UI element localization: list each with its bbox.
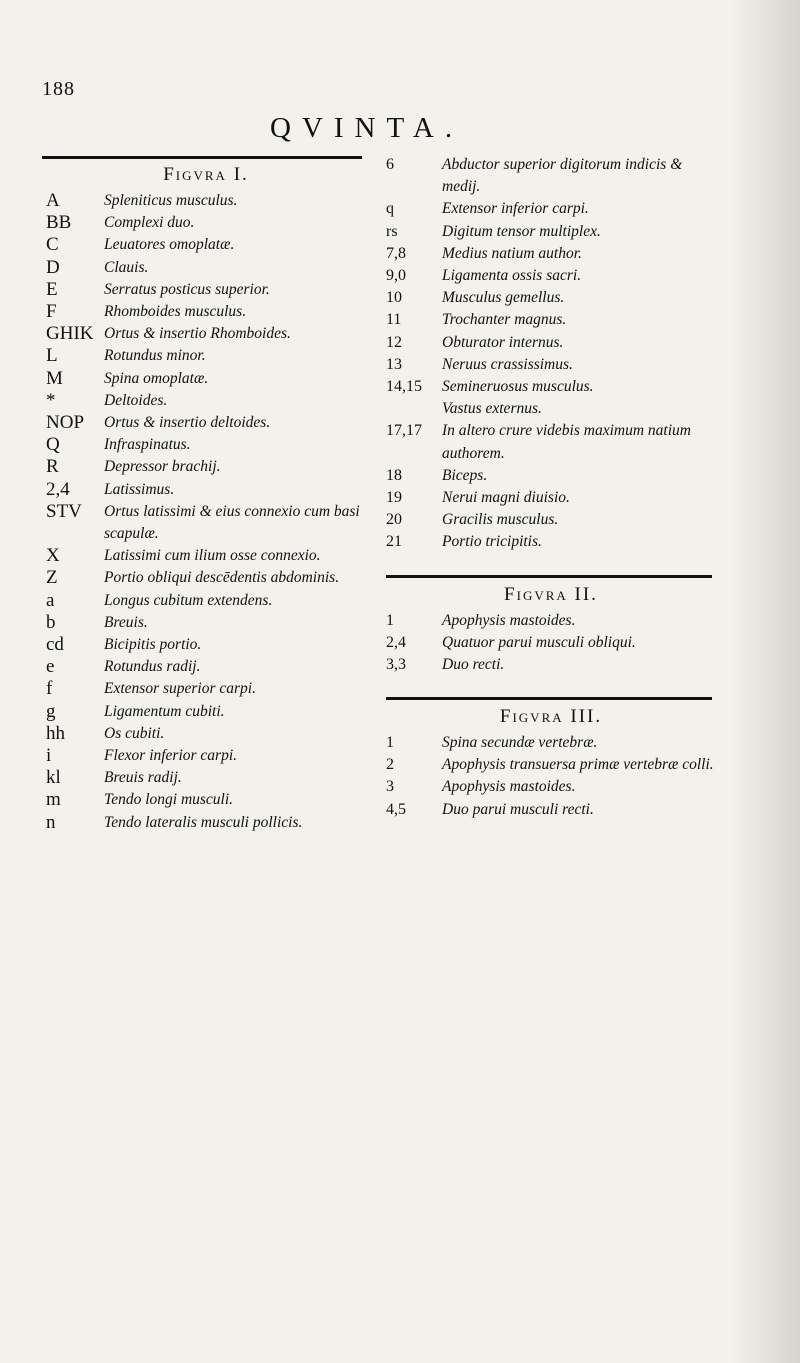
entry-key: 12	[386, 333, 402, 351]
entry-key: D	[46, 256, 60, 278]
entry-key: 2,4	[46, 478, 70, 500]
entry-key: 11	[386, 311, 402, 329]
list-item	[46, 279, 366, 301]
list-item	[386, 398, 716, 420]
list-item	[46, 812, 366, 834]
entry-key: A	[46, 190, 60, 211]
entry-key: m	[46, 789, 61, 811]
rule-right-2	[386, 697, 712, 700]
entry-key: 2	[386, 756, 394, 774]
entry-text: Rotundus minor.	[104, 347, 206, 365]
entry-key: b	[46, 611, 56, 633]
page-number: 188	[42, 78, 75, 100]
entry-text: Ortus & insertio Rhomboides.	[104, 325, 291, 343]
list-item	[46, 190, 366, 212]
entry-text: Rhomboides musculus.	[104, 303, 247, 321]
entry-key: L	[46, 345, 58, 367]
entry-key: i	[46, 745, 52, 767]
entry-text: Apophysis transuersa primæ vertebræ colli.	[442, 756, 714, 774]
figura-2-heading: Figvra II.	[504, 584, 598, 605]
entry-text: Leuatores omoplatæ.	[104, 236, 235, 254]
entry-text: Clauis.	[104, 258, 149, 276]
figura-1-continued-column	[386, 154, 716, 554]
list-item	[386, 376, 716, 398]
list-item	[386, 799, 716, 821]
entry-key: 20	[386, 511, 402, 529]
entry-text: Longus cubitum extendens.	[104, 591, 273, 609]
entry-text: Deltoides.	[104, 391, 168, 409]
entry-key: n	[46, 811, 56, 833]
entry-key: 3	[386, 778, 394, 796]
list-item	[46, 612, 366, 634]
entry-text: Flexor inferior carpi.	[104, 747, 238, 765]
entry-text: Tendo longi musculi.	[104, 791, 234, 809]
list-item	[386, 265, 716, 287]
figura-1-list	[46, 190, 366, 834]
entry-text: Apophysis mastoides.	[442, 612, 576, 629]
list-item	[46, 345, 366, 367]
list-item	[386, 509, 716, 531]
entry-text: Portio obliqui descēdentis abdominis.	[104, 569, 340, 587]
list-item	[46, 479, 366, 501]
entry-key: *	[46, 389, 56, 411]
list-item	[386, 154, 716, 198]
list-item	[386, 531, 716, 553]
list-item	[46, 767, 366, 789]
list-item	[46, 434, 366, 456]
list-item	[46, 567, 366, 589]
list-item	[46, 701, 366, 723]
entry-text: Ortus & insertio deltoides.	[104, 414, 271, 432]
figura-1-heading: Figvra I.	[163, 164, 249, 185]
list-item	[386, 287, 716, 309]
entry-text: Nerui magni diuisio.	[442, 489, 570, 507]
list-item	[46, 301, 366, 323]
entry-text: Bicipitis portio.	[104, 636, 202, 654]
entry-key: STV	[46, 500, 82, 522]
figura-1-column	[46, 164, 366, 834]
list-item	[46, 634, 366, 656]
list-item	[46, 234, 366, 256]
list-item	[46, 257, 366, 279]
list-item	[386, 732, 716, 754]
entry-key: 17,17	[386, 422, 422, 440]
list-item	[46, 723, 366, 745]
list-item	[386, 243, 716, 265]
entry-text: Latissimus.	[104, 480, 175, 498]
entry-text: Serratus posticus superior.	[104, 280, 270, 298]
entry-text: Latissimi cum ilium osse connexio.	[104, 547, 321, 565]
entry-text: Biceps.	[442, 466, 488, 484]
list-item	[386, 654, 716, 676]
list-item	[46, 656, 366, 678]
list-item	[386, 487, 716, 509]
entry-text: Ortus latissimi & eius connexio cum basi scapulæ.	[104, 502, 360, 543]
entry-key: 4,5	[386, 800, 406, 818]
list-item	[386, 309, 716, 331]
list-item	[386, 754, 716, 776]
list-item	[46, 590, 366, 612]
entry-text: Rotundus radij.	[104, 658, 201, 676]
list-item	[386, 420, 716, 464]
entry-key: 2,4	[386, 634, 406, 652]
entry-text: Infraspinatus.	[104, 436, 191, 454]
entry-text: Ligamentum cubiti.	[104, 702, 225, 720]
entry-text: Spina omoplatæ.	[104, 369, 209, 387]
entry-key: cd	[46, 634, 64, 656]
entry-text: Tendo lateralis musculi pollicis.	[104, 813, 303, 831]
entry-text: Breuis radij.	[104, 769, 182, 787]
figura-3-heading: Figvra III.	[499, 706, 603, 727]
entry-key: C	[46, 234, 59, 256]
entry-text: Musculus gemellus.	[442, 289, 565, 307]
entry-key: Q	[46, 434, 60, 456]
entry-key: F	[46, 301, 57, 323]
figura-3-section	[386, 706, 716, 821]
entry-key: rs	[386, 222, 398, 240]
entry-text: Abductor superior digitorum indicis & medij.	[442, 156, 683, 196]
entry-text: Breuis.	[104, 613, 148, 631]
entry-key: 13	[386, 355, 402, 373]
list-item	[386, 198, 716, 220]
entry-key: 1	[386, 612, 394, 629]
list-item	[386, 354, 716, 376]
entry-text: Spleniticus musculus.	[104, 192, 238, 209]
list-item	[46, 501, 366, 545]
figura-2-section	[386, 584, 716, 677]
entry-key: 1	[386, 734, 394, 751]
entry-text: Os cubiti.	[104, 724, 165, 742]
entry-key: 3,3	[386, 656, 406, 674]
entry-text: Obturator internus.	[442, 333, 564, 351]
entry-key: 19	[386, 489, 402, 507]
entry-key: GHIK	[46, 323, 94, 345]
entry-key: NOP	[46, 412, 85, 434]
entry-key: 7,8	[386, 244, 406, 262]
list-item	[386, 610, 716, 632]
entry-key: f	[46, 678, 53, 700]
list-item	[46, 456, 366, 478]
list-item	[46, 323, 366, 345]
entry-text: Trochanter magnus.	[442, 311, 567, 329]
list-item	[46, 368, 366, 390]
list-item	[386, 332, 716, 354]
entry-key: Z	[46, 567, 58, 589]
entry-key: E	[46, 278, 58, 300]
rule-right-1	[386, 575, 712, 578]
entry-key: 14,15	[386, 378, 422, 396]
entry-key: g	[46, 700, 56, 722]
running-head: QVINTA.	[270, 112, 464, 144]
entry-text: Spina secundæ vertebræ.	[442, 734, 598, 751]
entry-key: R	[46, 456, 59, 478]
entry-key: X	[46, 545, 60, 567]
list-item	[46, 678, 366, 700]
entry-key: q	[386, 200, 394, 218]
entry-text: Ligamenta ossis sacri.	[442, 267, 582, 285]
entry-text: Vastus externus.	[442, 400, 542, 418]
entry-text: Neruus crassissimus.	[442, 355, 573, 373]
entry-key: 10	[386, 289, 402, 307]
entry-text: Semineruosus musculus.	[442, 378, 594, 396]
entry-key: BB	[46, 212, 72, 234]
list-item	[386, 221, 716, 243]
entry-text: In altero crure videbis maximum natium authorem.	[442, 422, 691, 462]
list-item	[46, 745, 366, 767]
list-item	[386, 632, 716, 654]
rule-left-top	[42, 156, 362, 159]
entry-text: Apophysis mastoides.	[442, 778, 576, 796]
list-item	[46, 545, 366, 567]
page-edge-shadow	[730, 0, 800, 1363]
entry-text: Gracilis musculus.	[442, 511, 559, 529]
entry-key: e	[46, 656, 55, 678]
entry-key: 21	[386, 533, 402, 551]
entry-text: Extensor inferior carpi.	[442, 200, 589, 218]
entry-key: 9,0	[386, 267, 406, 285]
entry-key: 6	[386, 156, 394, 173]
entry-key: hh	[46, 722, 65, 744]
entry-text: Digitum tensor multiplex.	[442, 222, 601, 240]
list-item	[386, 776, 716, 798]
entry-text: Extensor superior carpi.	[104, 680, 256, 698]
entry-key: a	[46, 589, 55, 611]
list-item	[386, 465, 716, 487]
list-item	[46, 789, 366, 811]
list-item	[46, 412, 366, 434]
entry-key: M	[46, 367, 63, 389]
entry-text: Quatuor parui musculi obliqui.	[442, 634, 636, 652]
entry-text: Complexi duo.	[104, 214, 195, 232]
entry-text: Duo parui musculi recti.	[442, 800, 594, 818]
entry-key: 18	[386, 466, 402, 484]
list-item	[46, 212, 366, 234]
entry-text: Portio tricipitis.	[442, 533, 542, 551]
entry-text: Depressor brachij.	[104, 458, 221, 476]
list-item	[46, 390, 366, 412]
entry-text: Duo recti.	[442, 656, 505, 674]
entry-key: kl	[46, 767, 61, 789]
entry-text: Medius natium author.	[442, 244, 582, 262]
